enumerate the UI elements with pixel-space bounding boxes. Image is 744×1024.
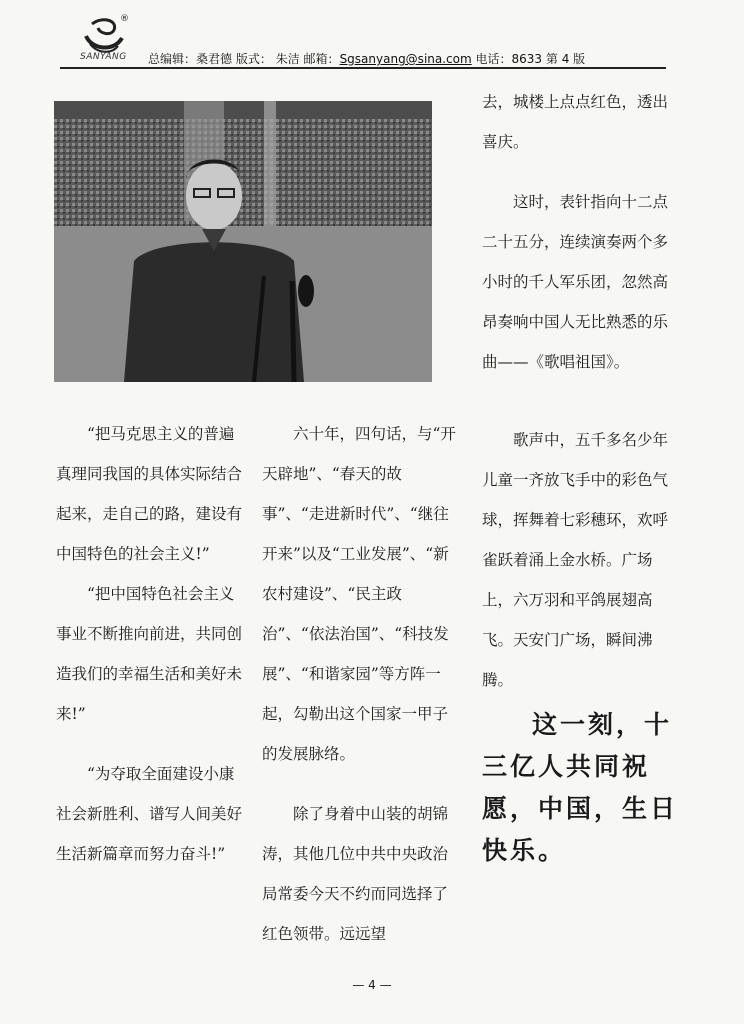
news-photo (54, 101, 432, 382)
masthead-info (148, 50, 585, 67)
email-label: 邮箱： (303, 52, 340, 66)
email-address: Sgsanyang@sina.com (339, 52, 472, 66)
layout-label: 版式： (235, 52, 272, 66)
quote-paragraph: “为夺取全面建设小康社会新胜利、谱写人间美好生活新篇章而努力奋斗!” (56, 765, 243, 863)
registered-mark: ® (120, 14, 129, 24)
paragraph: 去，城楼上点点红色，透出喜庆。 (482, 93, 669, 151)
paragraph: 歌声中，五千多名少年儿童一齐放飞手中的彩色气球，挥舞着七彩穗环，欢呼雀跃着涌上金水桥。广场上，六万羽和平鸽展翅高飞。天安门广场，瞬间沸腾。 (482, 431, 669, 689)
closing-headline: 这一刻，十三亿人共同祝愿，中国，生日快乐。 (482, 710, 679, 865)
quote-paragraph: “把马克思主义的普遍真理同我国的具体实际结合起来，走自己的路，建设有中国特色的社会主义!” (56, 425, 243, 563)
editor-label: 总编辑： (148, 52, 197, 66)
article-column-2 (262, 414, 458, 954)
article-column-3-bottom (482, 420, 682, 700)
phone-number: 8633 (511, 52, 543, 66)
paragraph: 六十年，四句话，与“开天辟地”、“春天的故事”、“走进新时代”、“继往开来”以及“工业发展”、“新农村建设”、“民主政治”、“依法治国”、“科技发展”、“和谐家园”等方阵一起，勾勒出这个国家一甲子的发展脉络。 (262, 425, 456, 763)
page-label: 第 4 版 (545, 52, 586, 66)
article-column-3-top (482, 82, 682, 382)
header-rule (60, 67, 666, 69)
paragraph: 除了身着中山装的胡锦涛，其他几位中共中央政治局常委今天不约而同选择了红色领带。远远望 (262, 805, 449, 943)
phone-label: 电话： (475, 52, 512, 66)
quote-paragraph: “把中国特色社会主义事业不断推向前进，共同创造我们的幸福生活和美好未来!” (56, 585, 243, 723)
paragraph: 这时，表针指向十二点二十五分，连续演奏两个多小时的千人军乐团，忽然高昂奏响中国人无比熟悉的乐曲——《歌唱祖国》。 (482, 193, 669, 371)
layout-name: 朱洁 (275, 52, 300, 66)
logo-text: SANYANG (80, 52, 127, 62)
editor-name: 桑君德 (196, 52, 233, 66)
person-at-podium-photo-icon (54, 101, 432, 382)
article-column-1 (56, 414, 244, 874)
page-number: — 4 — (352, 978, 392, 992)
